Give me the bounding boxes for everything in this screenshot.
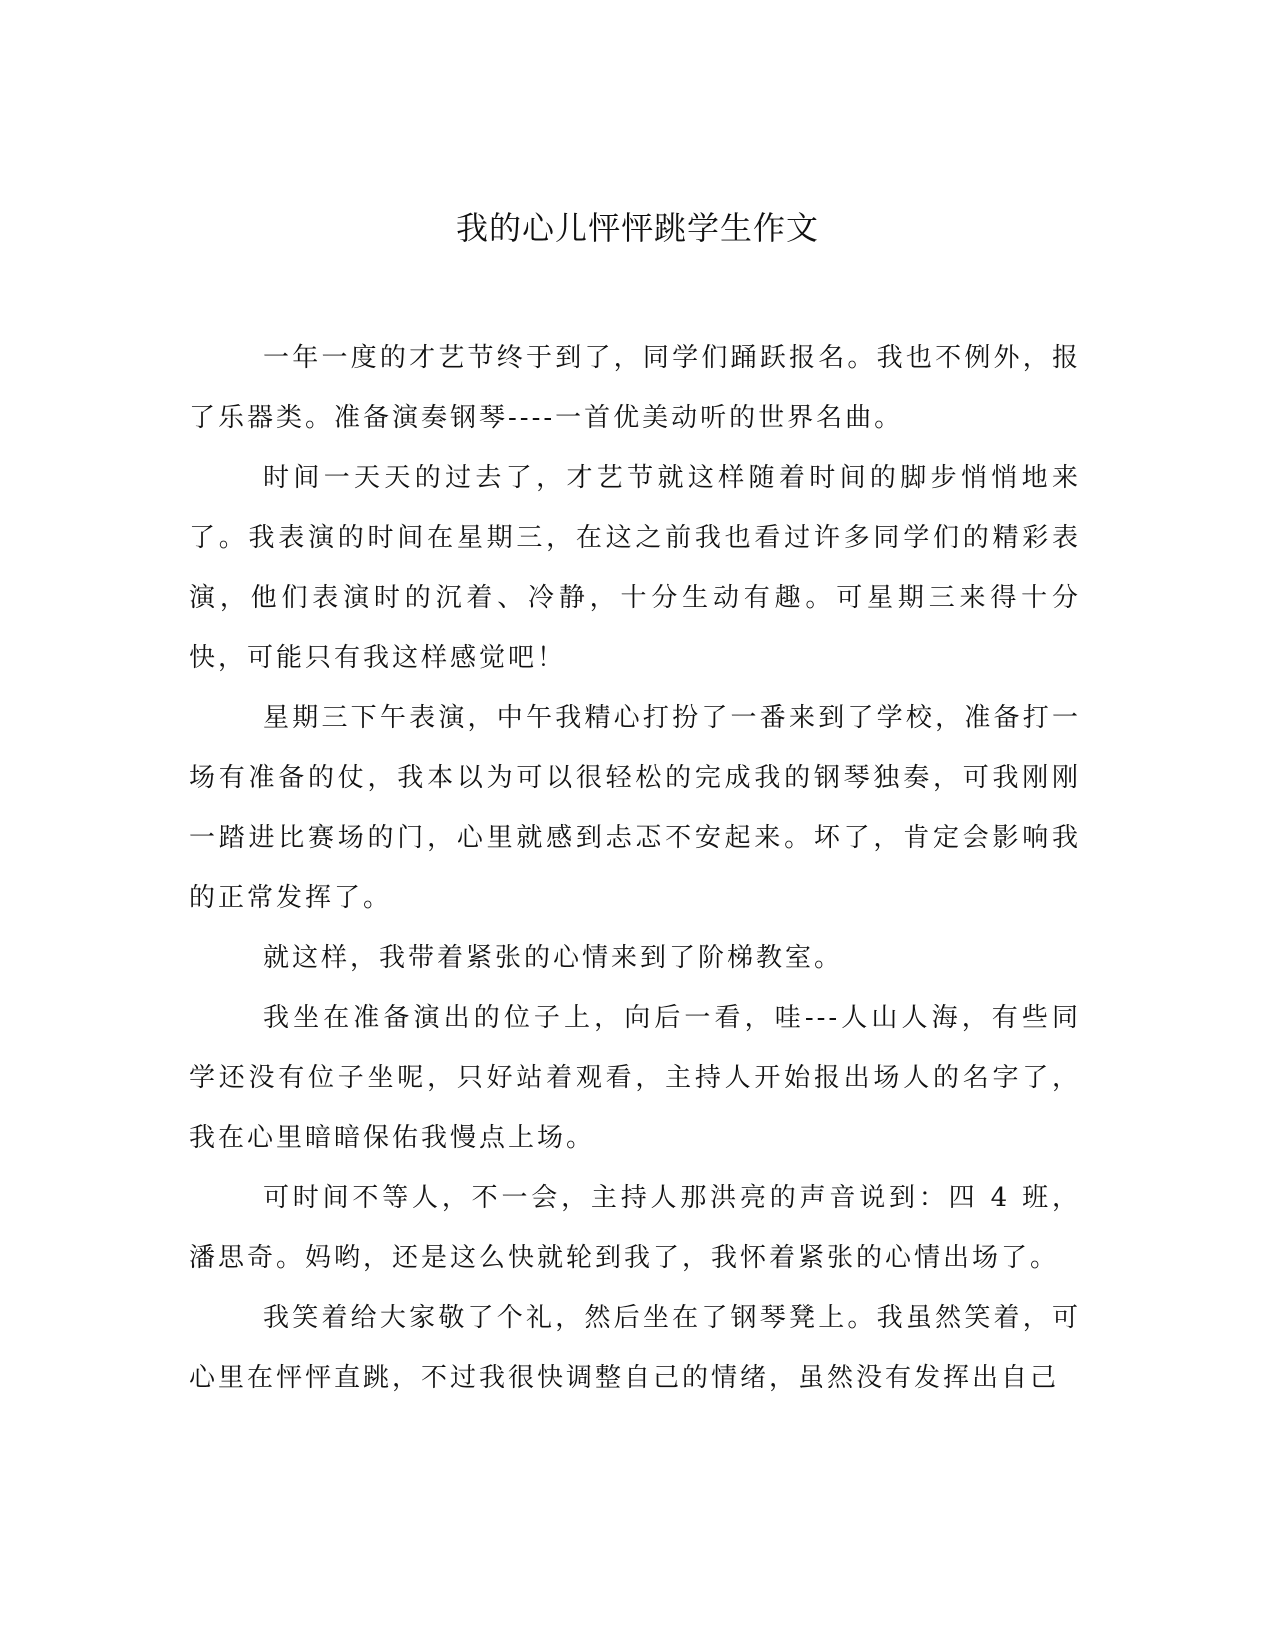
paragraph: 就这样，我带着紧张的心情来到了阶梯教室。 xyxy=(263,943,844,973)
document-title: 我的心儿怦怦跳学生作文 xyxy=(455,209,819,247)
paragraph: 星期三下午表演，中午我精心打扮了一番来到了学校，准备打一场有准备的仗，我本以为可以很轻松的完成我的钢琴独奏，可我刚刚一踏进比赛场的门，心里就感到忐忑不安起来。坏了，肯定会影响我的正常发挥了。 xyxy=(189,703,1081,913)
paragraph: 我坐在准备演出的位子上，向后一看，哇---人山人海，有些同学还没有位子坐呢，只好站着观看，主持人开始报出场人的名字了，我在心里暗暗保佑我慢点上场。 xyxy=(189,1003,1081,1153)
paragraph: 一年一度的才艺节终于到了，同学们踊跃报名。我也不例外，报了乐器类。准备演奏钢琴----一首优美动听的世界名曲。 xyxy=(189,343,1081,433)
paragraph: 我笑着给大家敬了个礼，然后坐在了钢琴凳上。我虽然笑着，可心里在怦怦直跳，不过我很快调整自己的情绪，虽然没有发挥出自己 xyxy=(189,1303,1081,1393)
paragraph: 可时间不等人，不一会，主持人那洪亮的声音说到：四 4 班，潘思奇。妈哟，还是这么快就轮到我了，我怀着紧张的心情出场了。 xyxy=(189,1183,1081,1273)
document-body xyxy=(189,328,1081,1408)
paragraph: 时间一天天的过去了，才艺节就这样随着时间的脚步悄悄地来了。我表演的时间在星期三，在这之前我也看过许多同学们的精彩表演，他们表演时的沉着、冷静，十分生动有趣。可星期三来得十分快，可能只有我这样感觉吧！ xyxy=(189,463,1081,673)
